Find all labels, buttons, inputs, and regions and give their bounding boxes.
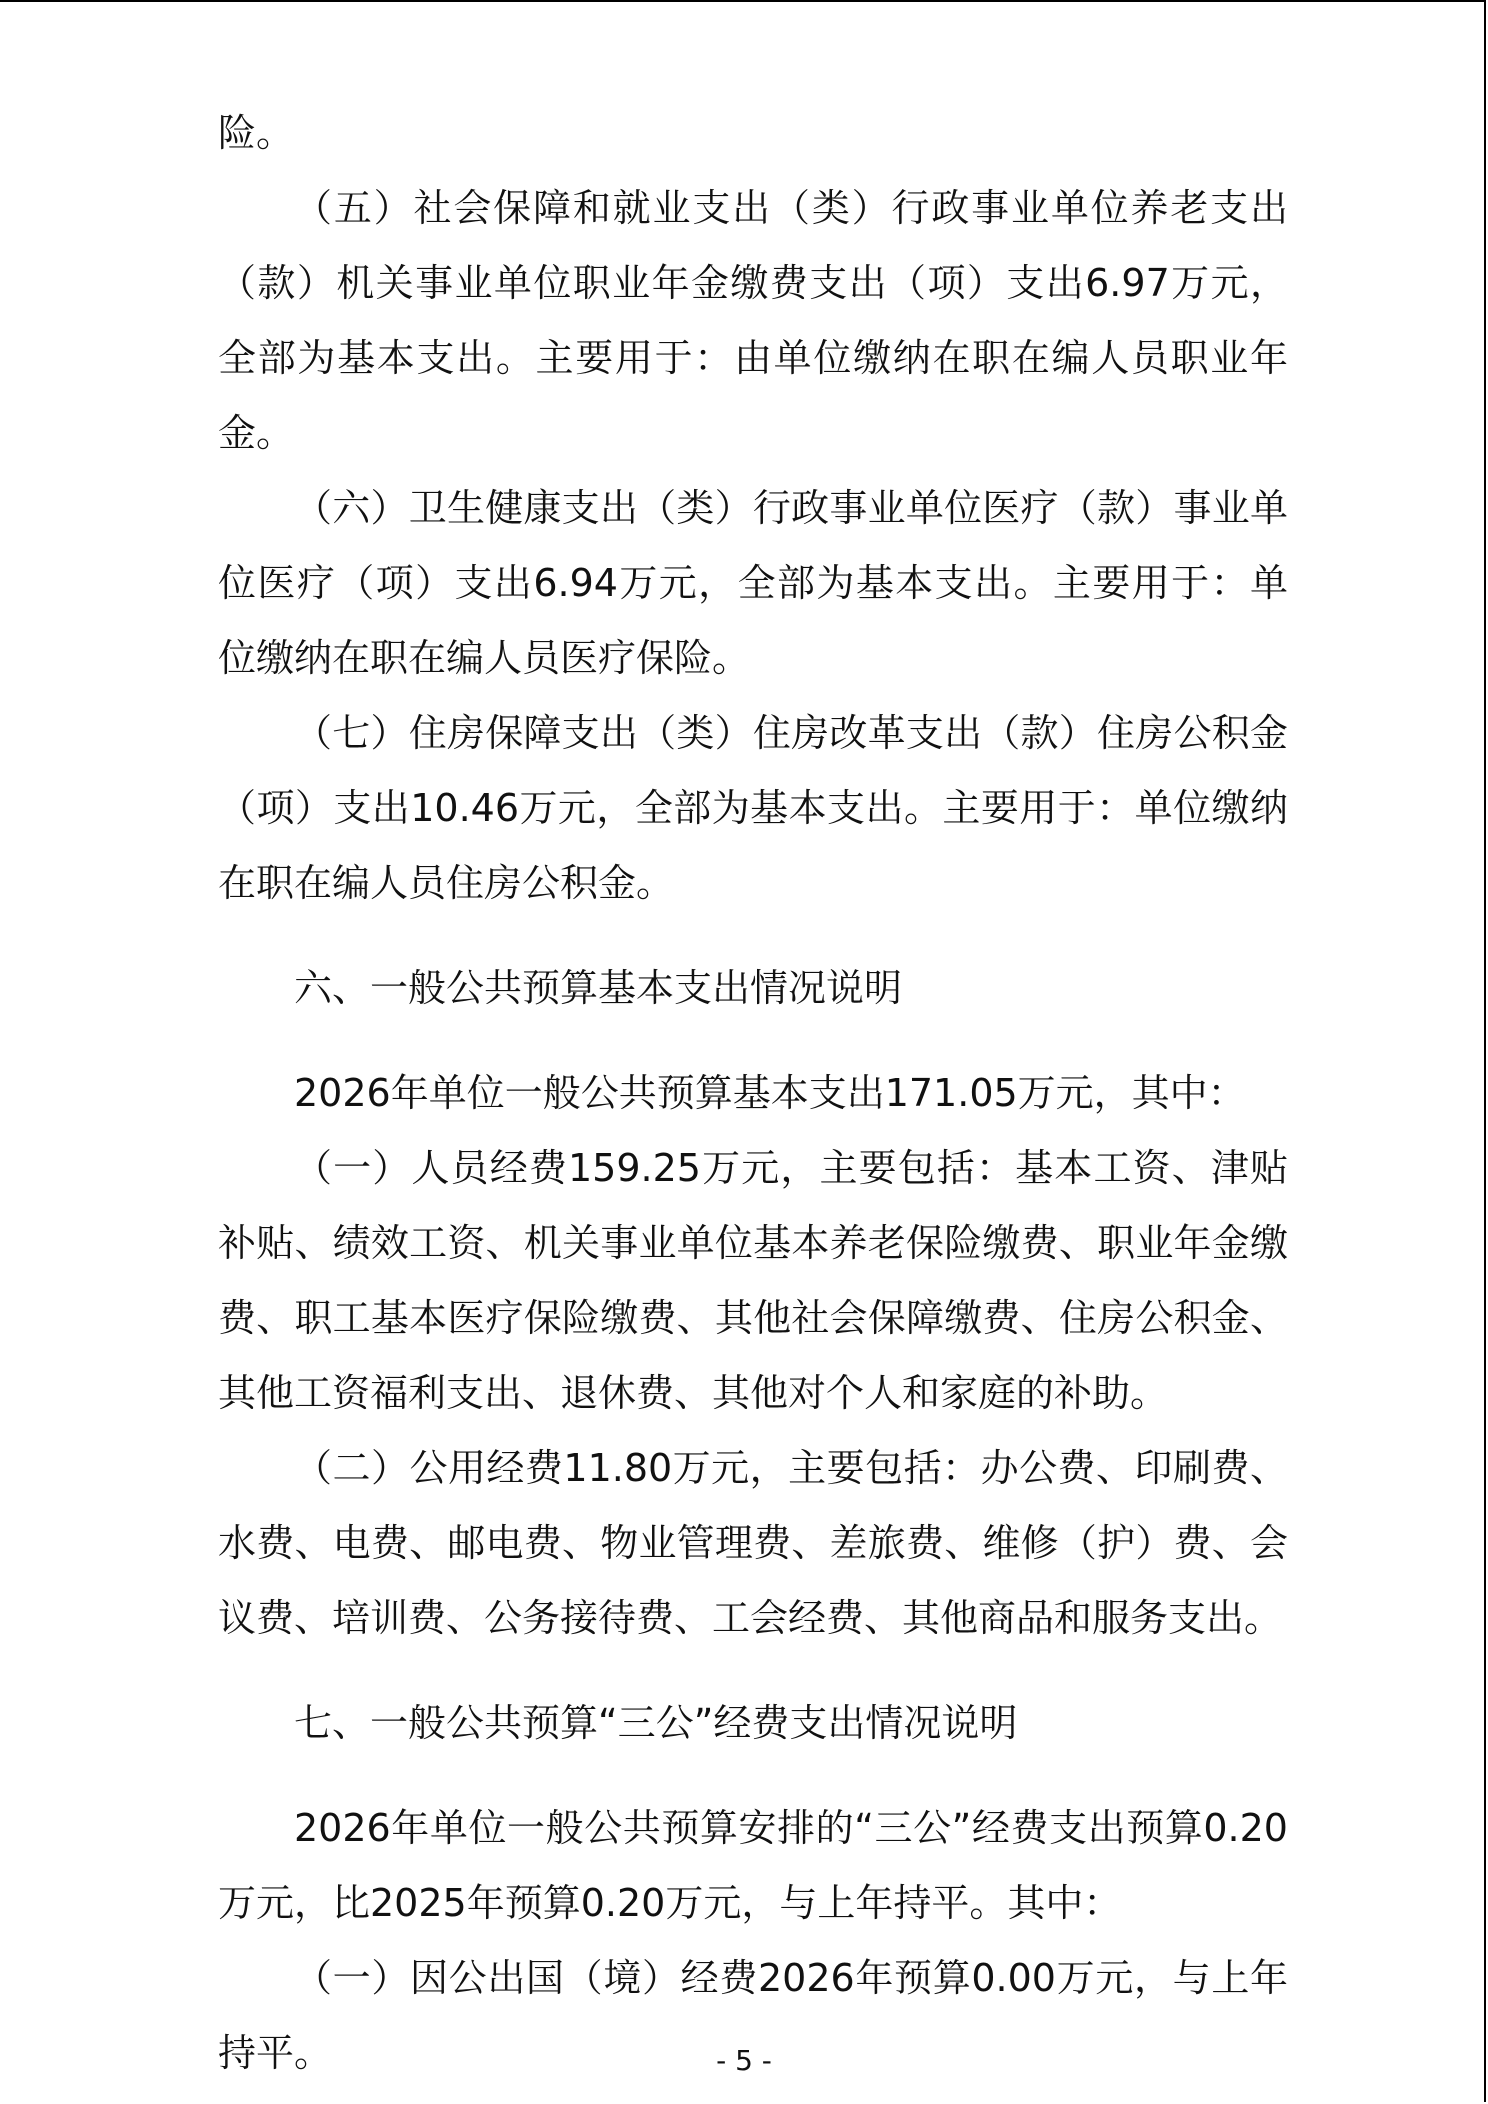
paragraph-housing: （七）住房保障支出（类）住房改革支出（款）住房公积金（项）支出10.46万元，全部为基本支出。主要用于：单位缴纳在职在编人员住房公积金。 <box>218 711 1288 905</box>
page-number: - 5 - <box>716 2044 772 2077</box>
paragraph-social-security: （五）社会保障和就业支出（类）行政事业单位养老支出（款）机关事业单位职业年金缴费支出（项）支出6.97万元，全部为基本支出。主要用于：由单位缴纳在职在编人员职业年金。 <box>218 186 1288 455</box>
paragraph-basic-expenditure: 2026年单位一般公共预算基本支出171.05万元，其中： <box>294 1071 1246 1115</box>
section-heading-seven: 七、一般公共预算“三公”经费支出情况说明 <box>294 1701 1018 1745</box>
paragraph-health: （六）卫生健康支出（类）行政事业单位医疗（款）事业单位医疗（项）支出6.94万元，全部为基本支出。主要用于：单位缴纳在职在编人员医疗保险。 <box>218 486 1288 680</box>
paragraph-continuation: 险。 <box>218 111 295 155</box>
document-body <box>218 96 1288 2091</box>
paragraph-personnel-expenses: （一）人员经费159.25万元，主要包括：基本工资、津贴补贴、绩效工资、机关事业单位基本养老保险缴费、职业年金缴费、职工基本医疗保险缴费、其他社会保障缴费、住房公积金、其他工资福利支出、退休费、其他对个人和家庭的补助。 <box>218 1146 1288 1415</box>
paragraph-three-public: 2026年单位一般公共预算安排的“三公”经费支出预算0.20万元，比2025年预算0.20万元，与上年持平。其中： <box>218 1806 1288 1925</box>
paragraph-public-expenses: （二）公用经费11.80万元，主要包括：办公费、印刷费、水费、电费、邮电费、物业管理费、差旅费、维修（护）费、会议费、培训费、公务接待费、工会经费、其他商品和服务支出。 <box>218 1446 1288 1640</box>
paragraph-overseas-travel: （一）因公出国（境）经费2026年预算0.00万元，与上年持平。 <box>218 1956 1288 2075</box>
section-heading-six: 六、一般公共预算基本支出情况说明 <box>294 966 903 1010</box>
